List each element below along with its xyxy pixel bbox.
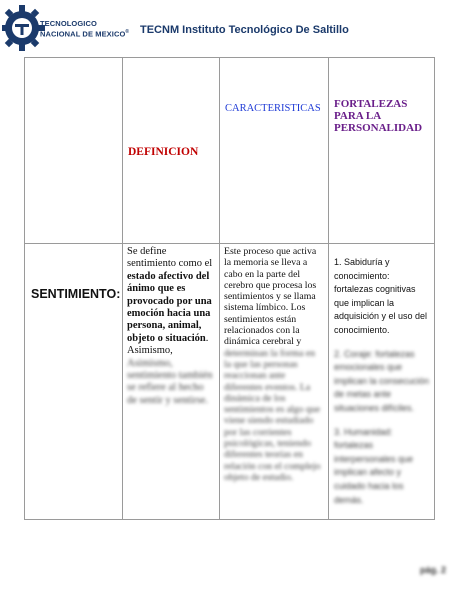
header-definicion: DEFINICION xyxy=(128,145,199,158)
fortaleza-item-3: 3. Humanidad: fortalezas interpersonales que implican afecto y cuidado hacia los demás. xyxy=(334,426,414,505)
org-name-line2-text: NACIONAL DE MEXICO xyxy=(40,29,126,39)
definicion-text xyxy=(127,246,215,358)
header-fortalezas: FORTALEZAS PARA LA PERSONALIDAD xyxy=(334,98,423,134)
definicion-part1: Se define sentimiento como el xyxy=(127,246,213,270)
registered-mark: ® xyxy=(125,29,130,35)
row-label-cell xyxy=(25,244,123,520)
table-header-row xyxy=(25,58,435,244)
definicion-blurred-text: Asimismo, sentimiento también se refiere al hecho de sentir y sentirse. xyxy=(127,357,213,406)
org-name-line2 xyxy=(40,28,130,39)
header-cell-fortalezas xyxy=(329,58,435,244)
header-caracteristicas: CARACTERISTICAS xyxy=(225,103,321,114)
caracteristicas-cell xyxy=(220,244,329,520)
definicion-cell xyxy=(123,244,220,520)
fortalezas-cell xyxy=(329,244,435,520)
fortaleza-item-1: 1. Sabiduría y conocimiento: fortalezas cognitivas que implican la adquisición y el uso del conocimiento. xyxy=(334,257,428,335)
header-cell-definicion xyxy=(123,58,220,244)
definicion-part2: estado afectivo del ánimo que es provocado por una emoción hacia una persona, animal, objeto o situación xyxy=(127,270,212,344)
org-name xyxy=(40,19,130,39)
row-label: SENTIMIENTO: xyxy=(31,286,121,301)
page-number: pág. 2 xyxy=(419,565,446,575)
caracteristicas-text: Este proceso que activa la memoria se lleva a cabo en la parte del cerebro que procesa los sentimientos y se llama sistema límbico. Los sentimientos están relacionados con la dinámica cerebral y xyxy=(224,246,317,348)
comparison-table xyxy=(24,57,435,520)
institute-title: TECNM Instituto Tecnológico De Saltillo xyxy=(140,24,349,36)
empty-corner-cell xyxy=(25,58,123,244)
caracteristicas-blurred-text: determinan la forma en la que las personas reaccionan ante diferentes eventos. La dinámica de los sentimientos es algo que viene siendo estudiado por las corrientes psicológicas, teniendo diferentes teorías en relación con el complejo objeto de estudio. xyxy=(224,347,321,483)
table-row xyxy=(25,244,435,520)
definicion-part3: . Asimismo, xyxy=(127,332,209,357)
fortaleza-item-2: 2. Coraje: fortalezas emocionales que implican la consecución de metas ante situaciones difíciles. xyxy=(334,348,430,413)
header-cell-caracteristicas xyxy=(220,58,329,244)
page-header xyxy=(0,0,474,58)
org-name-line1: TECNOLOGICO xyxy=(40,19,97,28)
